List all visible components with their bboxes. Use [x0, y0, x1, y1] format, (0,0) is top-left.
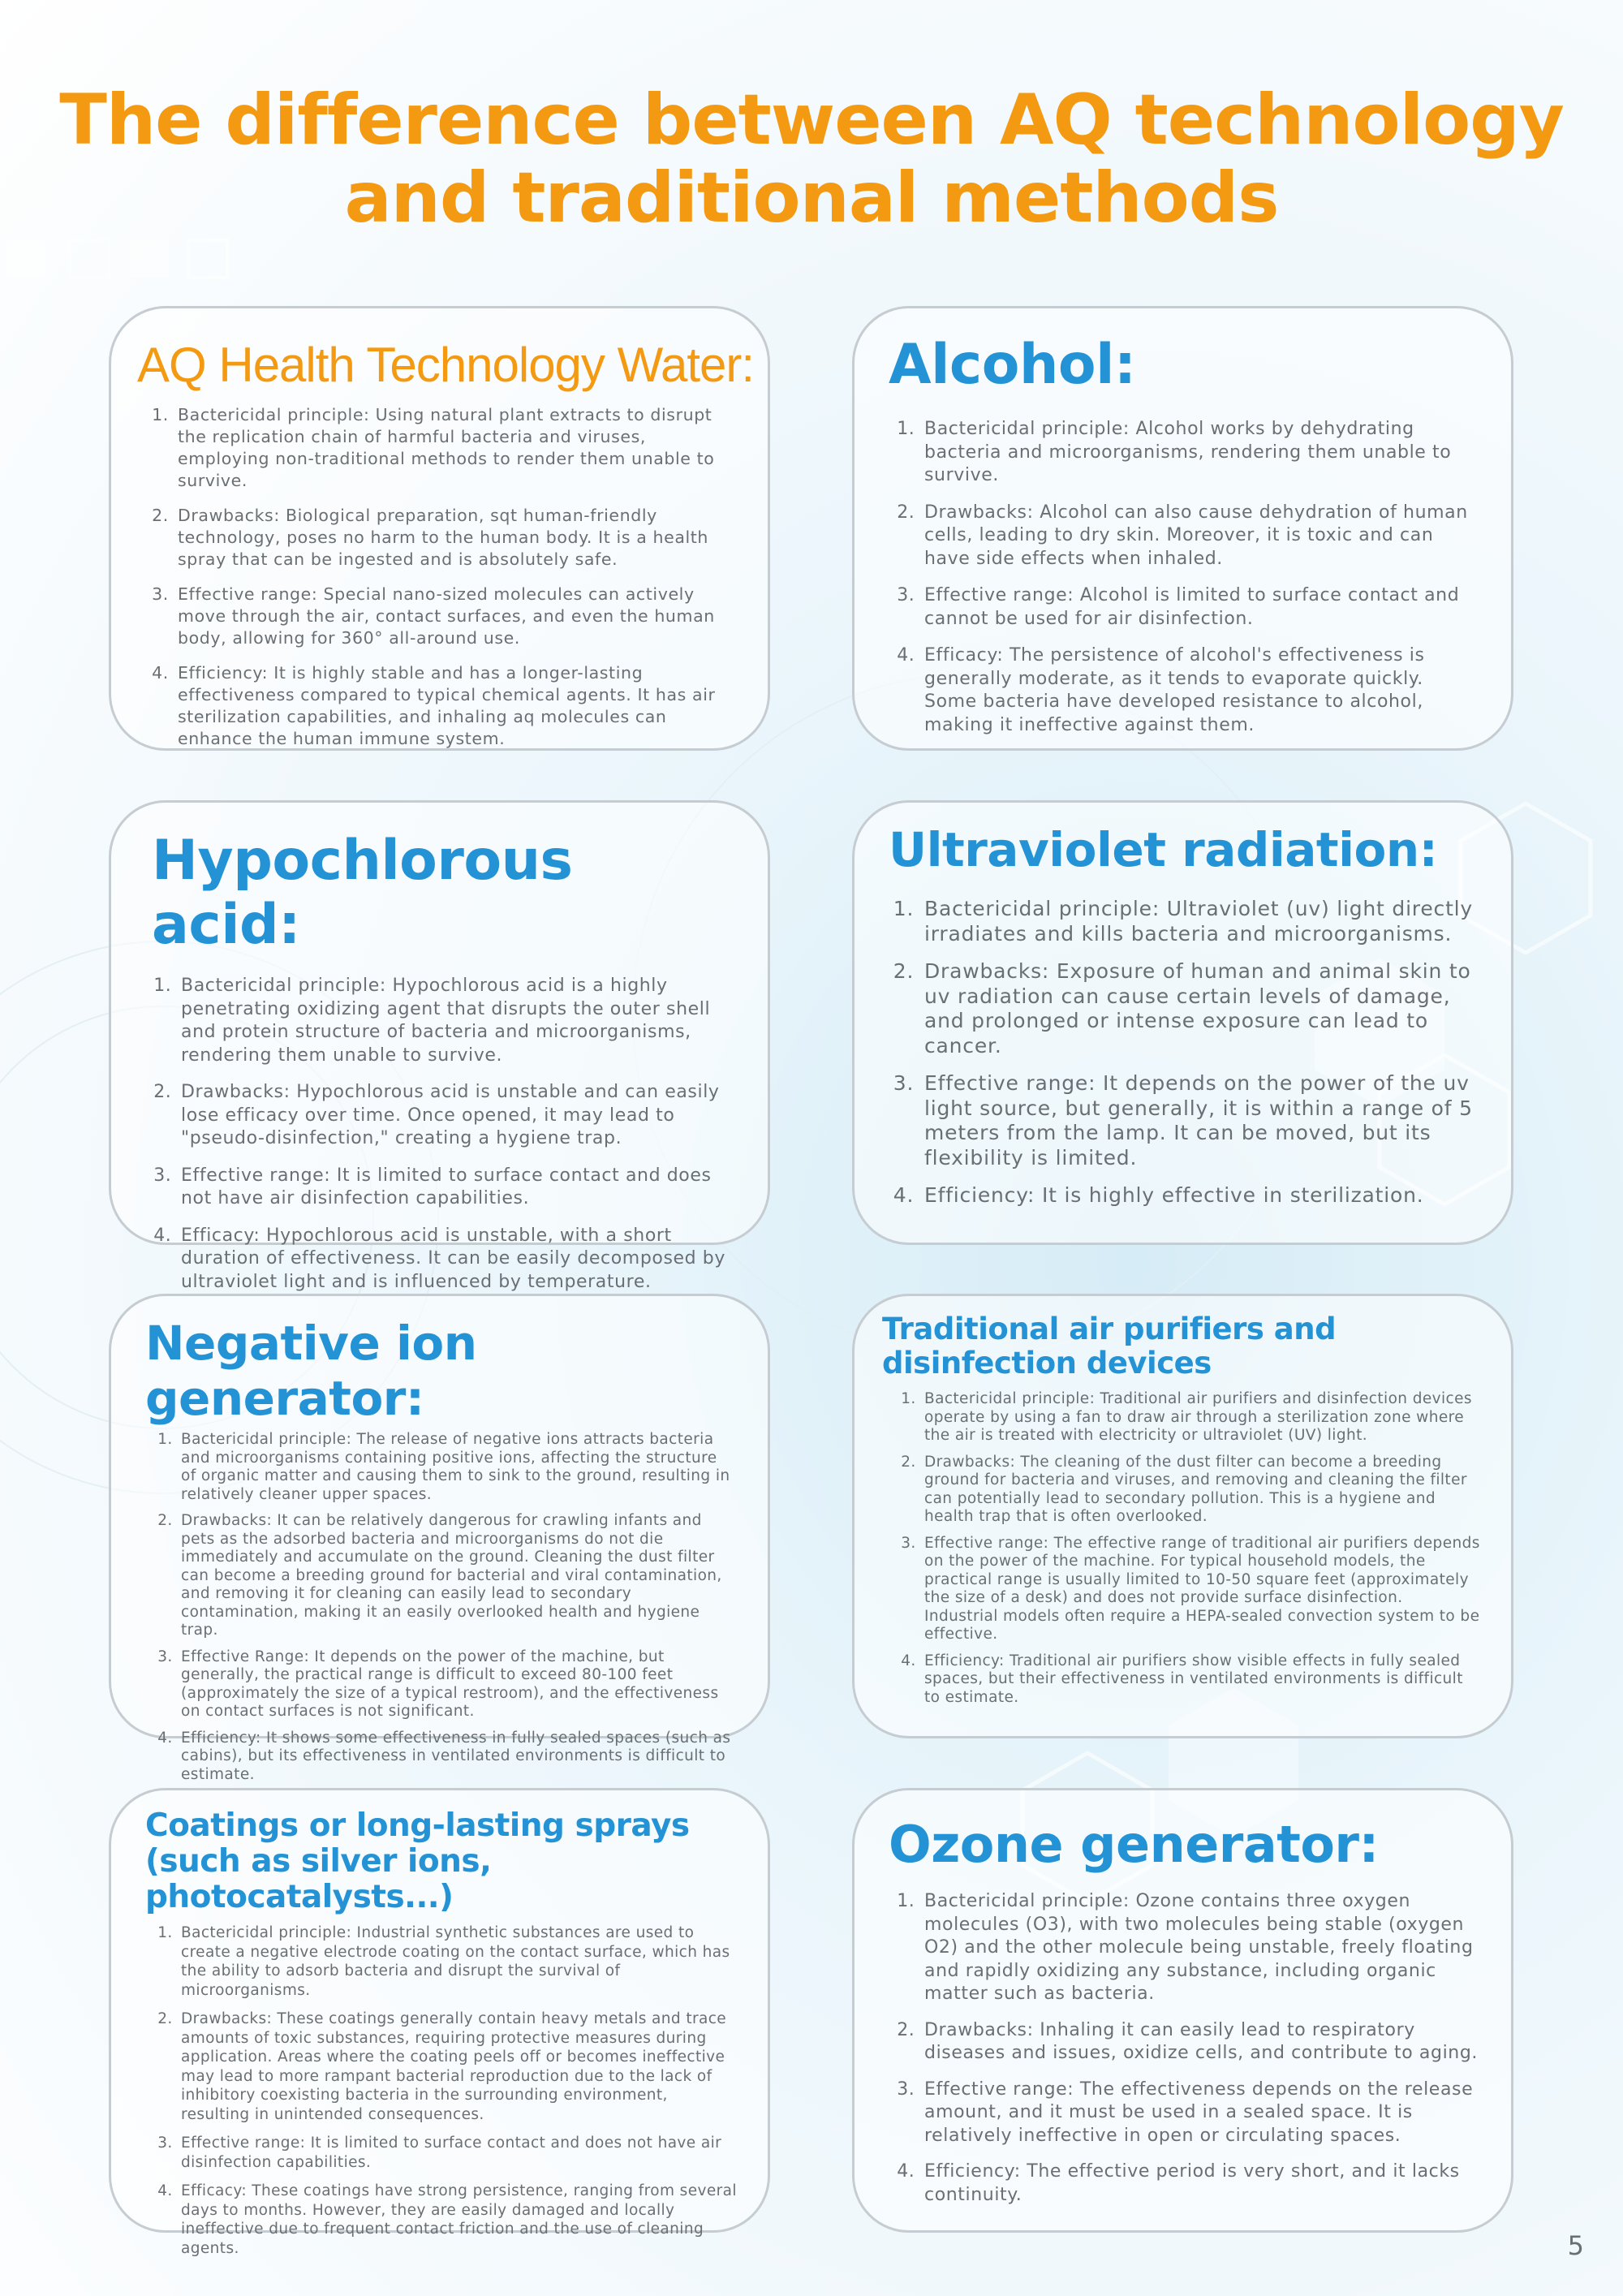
list-item: 2. Drawbacks: It can be relatively dangerous for crawling infants and pets as the adsorbed bacteria and microorganisms do not die immediately and accumulate on the ground. Cleaning the dust filter can become a breeding ground for bacterial and viral contamination, and removing it for cleaning can easily lead to secondary contamination, making it an easily overlooked health and hygiene trap. — [178, 1512, 737, 1640]
list-item: 1. Bactericidal principle: Ozone contains three oxygen molecules (O3), with two molecules being stable (oxygen O2) and the other molecule being unstable, freely floating and rapidly oxidizing any substance, including organic matter such as bacteria. — [921, 1890, 1480, 2006]
list-item: 2. Drawbacks: Exposure of human and animal skin to uv radiation can cause certain levels of damage, and prolonged or intense exposure can lead to cancer. — [921, 959, 1480, 1058]
card-aq-health-technology-water — [109, 306, 770, 751]
list-item: 1. Bactericidal principle: Ultraviolet (uv) light directly irradiates and kills bacteria and microorganisms. — [921, 897, 1480, 946]
list-item: 4. Efficacy: Hypochlorous acid is unstable, with a short duration of effectiveness. It can be easily decomposed by ultraviolet light and is influenced by temperature. — [178, 1225, 737, 1294]
card-traditional-air-purifiers — [852, 1294, 1513, 1738]
card-heading: Negative ion generator: — [145, 1316, 477, 1426]
list-item: 1. Bactericidal principle: The release of negative ions attracts bacteria and microorganisms containing positive ions, affecting the structure of organic matter and causing them to sink to the ground, resulting in relatively cleaner upper spaces. — [178, 1431, 737, 1504]
list-item: 3. Effective range: Special nano-sized molecules can actively move through the air, contact surfaces, and even the human body, allowing for 360° all-around use. — [174, 584, 737, 649]
list-item: 4. Efficacy: These coatings have strong persistence, ranging from several days to months. However, they are easily damaged and locally ineffective due to frequent contact friction and the use of cleaning agents. — [178, 2182, 737, 2258]
card-heading: Traditional air purifiers and disinfection devices — [882, 1312, 1337, 1381]
card-heading: Ultraviolet radiation: — [889, 822, 1438, 877]
list-item: 4. Efficiency: Traditional air purifiers show visible effects in fully sealed spaces, but their effectiveness in ventilated environments is difficult to estimate. — [921, 1652, 1480, 1708]
list-item: 3. Effective range: The effectiveness depends on the release amount, and it must be used in a sealed space. It is relatively ineffective in open or circulating spaces. — [921, 2078, 1480, 2148]
list-item: 1. Bactericidal principle: Hypochlorous acid is a highly penetrating oxidizing agent that disrupts the outer shell and protein structure of bacteria and microorganisms, rendering them unable to survive. — [178, 975, 737, 1067]
list-item: 3. Effective range: The effective range of traditional air purifiers depends on the power of the machine. For typical household models, the practical range is usually limited to 10-50 square feet (approximately the size of a desk) and does not provide surface disinfection. Industrial models often require a HEPA-sealed convection system to be effective. — [921, 1535, 1480, 1644]
page-title-line-2: and traditional methods — [344, 157, 1279, 239]
list-item: 3. Effective Range: It depends on the power of the machine, but generally, the practical range is difficult to exceed 80-100 feet (approximately the size of a typical restroom), and the effectiveness on contact surfaces is not significant. — [178, 1648, 737, 1721]
list-item: 2. Drawbacks: Biological preparation, sqt human-friendly technology, poses no harm to the human body. It is a health spray that can be ingested and is absolutely safe. — [174, 505, 737, 571]
card-heading: Coatings or long-lasting sprays (such as silver ions, photocatalysts...) — [145, 1807, 690, 1915]
card-list — [145, 1923, 737, 2258]
card-heading: Hypochlorous acid: — [152, 829, 573, 957]
card-list — [145, 975, 737, 1294]
page-title-line-1: The difference between AQ technology — [59, 80, 1564, 161]
list-item: 2. Drawbacks: These coatings generally contain heavy metals and trace amounts of toxic substances, requiring protective measures during application. Areas where the coating peels off or becomes ineffective may lead to more rampant bacterial reproduction due to the lack of inhibitory coexisting bacteria in the surrounding environment, resulting in unintended consequences. — [178, 2010, 737, 2124]
card-heading: Alcohol: — [889, 333, 1136, 397]
list-item: 3. Effective range: It is limited to surface contact and does not have air disinfection capabilities. — [178, 2134, 737, 2172]
card-list — [145, 404, 737, 750]
card-alcohol — [852, 306, 1513, 751]
card-ultraviolet-radiation — [852, 800, 1513, 1245]
list-item: 1. Bactericidal principle: Alcohol works by dehydrating bacteria and microorganisms, rendering them unable to survive. — [921, 418, 1480, 488]
list-item: 4. Efficiency: The effective period is very short, and it lacks continuity. — [921, 2160, 1480, 2207]
card-list — [145, 1431, 737, 1784]
list-item: 1. Bactericidal principle: Industrial synthetic substances are used to create a negative electrode coating on the contact surface, which has the ability to adsorb bacteria and disrupt the survival of microorganisms. — [178, 1923, 737, 2000]
card-heading: Ozone generator: — [889, 1815, 1379, 1874]
card-list — [889, 1890, 1480, 2207]
list-item: 4. Efficiency: It is highly stable and has a longer-lasting effectiveness compared to typical chemical agents. It has air sterilization capabilities, and inhaling aq molecules can enhance the human immune system. — [174, 662, 737, 750]
page-title — [0, 81, 1623, 237]
card-negative-ion-generator — [109, 1294, 770, 1783]
card-list — [889, 418, 1480, 737]
list-item: 2. Drawbacks: The cleaning of the dust filter can become a breeding ground for bacteria and viruses, and removing and cleaning the filter can potentially lead to secondary pollution. This is a hygiene and health trap that is often overlooked. — [921, 1454, 1480, 1527]
card-coatings-long-lasting-sprays — [109, 1788, 770, 2257]
list-item: 1. Bactericidal principle: Traditional air purifiers and disinfection devices operate by using a fan to draw air through a sterilization zone where the air is treated with electricity or ultraviolet (UV) light. — [921, 1390, 1480, 1445]
card-list — [889, 897, 1480, 1208]
card-hypochlorous-acid — [109, 800, 770, 1292]
card-ozone-generator — [852, 1788, 1513, 2233]
card-heading: AQ Health Technology Water: — [137, 338, 755, 392]
list-item: 4. Efficiency: It is highly effective in sterilization. — [921, 1183, 1480, 1208]
list-item: 3. Effective range: Alcohol is limited to surface contact and cannot be used for air disinfection. — [921, 584, 1480, 631]
card-list — [889, 1390, 1480, 1707]
list-item: 2. Drawbacks: Hypochlorous acid is unstable and can easily lose efficacy over time. Once opened, it may lead to "pseudo-disinfection," creating a hygiene trap. — [178, 1081, 737, 1151]
list-item: 4. Efficacy: The persistence of alcohol's effectiveness is generally moderate, as it tends to evaporate quickly. Some bacteria have developed resistance to alcohol, making it ineffective against them. — [921, 644, 1480, 737]
list-item: 2. Drawbacks: Alcohol can also cause dehydration of human cells, leading to dry skin. Moreover, it is toxic and can have side effects when inhaled. — [921, 502, 1480, 571]
list-item: 3. Effective range: It depends on the power of the uv light source, but generally, it is within a range of 5 meters from the lamp. It can be moved, but its flexibility is limited. — [921, 1071, 1480, 1170]
page-number: 5 — [1567, 2230, 1584, 2261]
list-item: 2. Drawbacks: Inhaling it can easily lead to respiratory diseases and issues, oxidize cells, and contribute to aging. — [921, 2019, 1480, 2066]
list-item: 1. Bactericidal principle: Using natural plant extracts to disrupt the replication chain of harmful bacteria and viruses, employing non-traditional methods to render them unable to survive. — [174, 404, 737, 492]
list-item: 3. Effective range: It is limited to surface contact and does not have air disinfection capabilities. — [178, 1165, 737, 1211]
list-item: 4. Efficiency: It shows some effectiveness in fully sealed spaces (such as cabins), but its effectiveness in ventilated environments is difficult to estimate. — [178, 1730, 737, 1785]
